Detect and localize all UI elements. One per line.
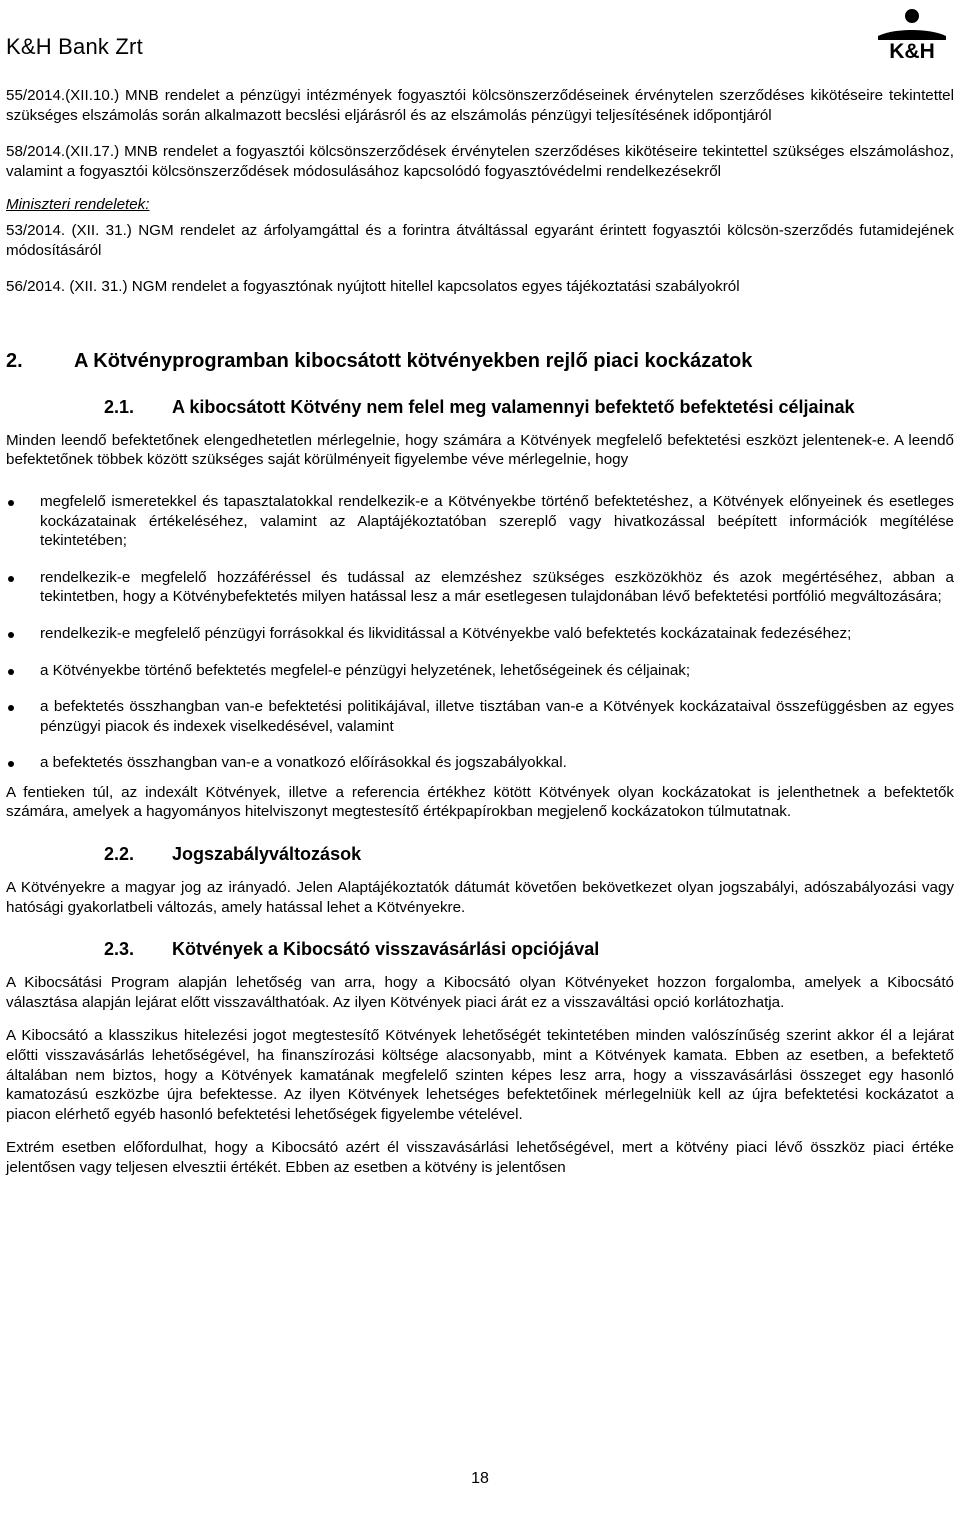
- section-title: A Kötvényprogramban kibocsátott kötvényekben rejlő piaci kockázatok: [74, 349, 753, 372]
- section-title: A kibocsátott Kötvény nem felel meg valamennyi befektető befektetési céljainak: [172, 396, 855, 417]
- section-number: 2.2.: [104, 844, 135, 865]
- section-title: Jogszabályváltozások: [172, 844, 362, 865]
- list-item: a Kötvényekbe történő befektetés megfelel-e pénzügyi helyzetének, lehetőségeinek és céljainak;: [6, 661, 954, 681]
- section-number: 2.3.: [104, 939, 135, 960]
- list-item: a befektetés összhangban van-e befektetési politikájával, illetve tisztában van-e a Kötvények kockázataival összefüggésben az egyes pénzügyi piacok és indexek viselkedésével, valamint: [6, 697, 954, 736]
- bullet-icon: [8, 669, 14, 675]
- section-2-2-body: A Kötvényekre a magyar jog az irányadó. Jelen Alaptájékoztatók dátumát követően bekövetkezet olyan jogszabályi, adószabályozási vagy hatósági gyakorlatbeli változás, amely hatással lehet a Kötvényekre.: [6, 879, 954, 916]
- section-title: Kötvények a Kibocsátó visszavásárlási opciójával: [172, 939, 600, 960]
- regulation-56-2014: 56/2014. (XII. 31.) NGM rendelet a fogyasztónak nyújtott hitellel kapcsolatos egyes tájékoztatási szabályokról: [6, 278, 740, 296]
- section-2-3-body-3: Extrém esetben előfordulhat, hogy a Kibocsátó azért él visszavásárlási lehetőségével, mert a kötvény piaci lévő összköz piaci értéke jelentősen vagy teljesen elvesztii értékét. Ebben az esetben a kötvény is jelentősen: [6, 1139, 954, 1176]
- section-2-heading: [6, 349, 954, 373]
- bullet-icon: [8, 761, 14, 767]
- regulation-53-2014: 53/2014. (XII. 31.) NGM rendelet az árfolyamgáttal és a forintra átváltással egyaránt érintett fogyasztói kölcsön-szerződés futamidejének módosításáról: [6, 221, 954, 259]
- list-item: rendelkezik-e megfelelő pénzügyi forrásokkal és likviditással a Kötvényekbe való befektetés kockázatainak fedezéséhez;: [6, 624, 954, 644]
- section-2-1-outro: A fentieken túl, az indexált Kötvények, illetve a referencia értékhez kötött Kötvények olyan kockázatokat is jelenthetnek a befektetők számára, amelyek a hagyományos hitelviszonyt megtestesítő értékpapírokban megjelenő kockázatokon túlmutatnak.: [6, 783, 954, 821]
- section-number: 2.: [6, 349, 23, 372]
- page-header: [0, 0, 960, 66]
- section-2-3-body-2: A Kibocsátó a klasszikus hitelezési jogot megtestesítő Kötvények lehetőségét tekintetében minden valószínűség szerint akkor él a lejárat előtti visszavásárlás lehetőségével, ha finanszírozási költsége alacsonyabb, mint a Kötvények kamata. Ebben az esetben, a befektető általában nem biztos, hogy a Kötvények kamatának megfelelő szinten képes lesz arra, hogy a visszavásárlási összeget egy hasonló kamatozású eszközbe újra befektesse. Az ilyen Kötvények lehetséges befektetőinek mérlegelniük kell az újra befektetési kockázatot a piacon elérhető egyéb hasonló befektetési lehetőségek figyelembe vételével.: [6, 1027, 954, 1123]
- page-number: 18: [471, 1470, 489, 1487]
- section-2-1-intro: Minden leendő befektetőnek elengedhetetlen mérlegelnie, hogy számára a Kötvények megfelelő befektetési eszközt jelentenek-e. A leendő befektetőnek többek között szükséges saját körülményeit figyelembe véve mérlegelnie, hogy: [6, 431, 954, 469]
- document-body: [6, 86, 954, 1178]
- list-item: a befektetés összhangban van-e a vonatkozó előírásokkal és jogszabályokkal.: [6, 753, 954, 773]
- considerations-list: [6, 492, 954, 773]
- svg-text:K&H: K&H: [889, 40, 935, 60]
- regulation-58-2014: 58/2014.(XII.17.) MNB rendelet a fogyasztói kölcsönszerződések érvénytelen szerződéses kikötéseire tekintettel szükséges elszámoláshoz, valamint a fogyasztói kölcsönszerződések módosulásához kapcsolódó fogyasztóvédelmi rendelkezésekről: [6, 143, 954, 180]
- section-number: 2.1.: [104, 396, 135, 417]
- section-2-3-body-1: A Kibocsátási Program alapján lehetőség van arra, hogy a Kibocsátó olyan Kötvényeket hozzon forgalomba, amelyek a Kibocsátó választása alapján lejárat előtt visszaválthatóak. Az ilyen Kötvények piaci árát ez a visszaváltási opció korlátozhatja.: [6, 974, 954, 1011]
- ministerial-decrees-heading: Miniszteri rendeletek:: [6, 196, 150, 214]
- bullet-icon: [8, 576, 14, 582]
- section-2-2-heading: [104, 842, 954, 866]
- bank-name: K&H Bank Zrt: [6, 34, 143, 59]
- bullet-icon: [8, 632, 14, 638]
- kh-logo-icon: [874, 6, 950, 60]
- regulation-55-2014: 55/2014.(XII.10.) MNB rendelet a pénzügyi intézmények fogyasztói kölcsönszerződéseinek érvénytelen szerződéses kikötéseire tekintettel szükséges elszámolás során alkalmazott becslési eljárásról és az elszámolás pénzügyi teljesítésének időpontjáról: [6, 87, 954, 124]
- section-2-1-heading: [104, 395, 954, 419]
- bullet-icon: [8, 500, 14, 506]
- section-2-3-heading: [104, 937, 954, 961]
- list-item: megfelelő ismeretekkel és tapasztalatokkal rendelkezik-e a Kötvényekbe történő befektetéshez, a Kötvények előnyeinek és esetleges kockázatainak értékeléséhez, valamint az Alaptájékoztatóban szereplő vagy hivatkozással beépített információk megítélése tekintetében;: [6, 492, 954, 551]
- list-item: rendelkezik-e megfelelő hozzáféréssel és tudással az elemzéshez szükséges eszközökhöz és azok megértéséhez, abban a tekintetben, hogy a Kötvénybefektetés milyen hatással lesz a már esetlegesen tulajdonában lévő befektetési portfólió megváltozására;: [6, 568, 954, 607]
- bullet-icon: [8, 705, 14, 711]
